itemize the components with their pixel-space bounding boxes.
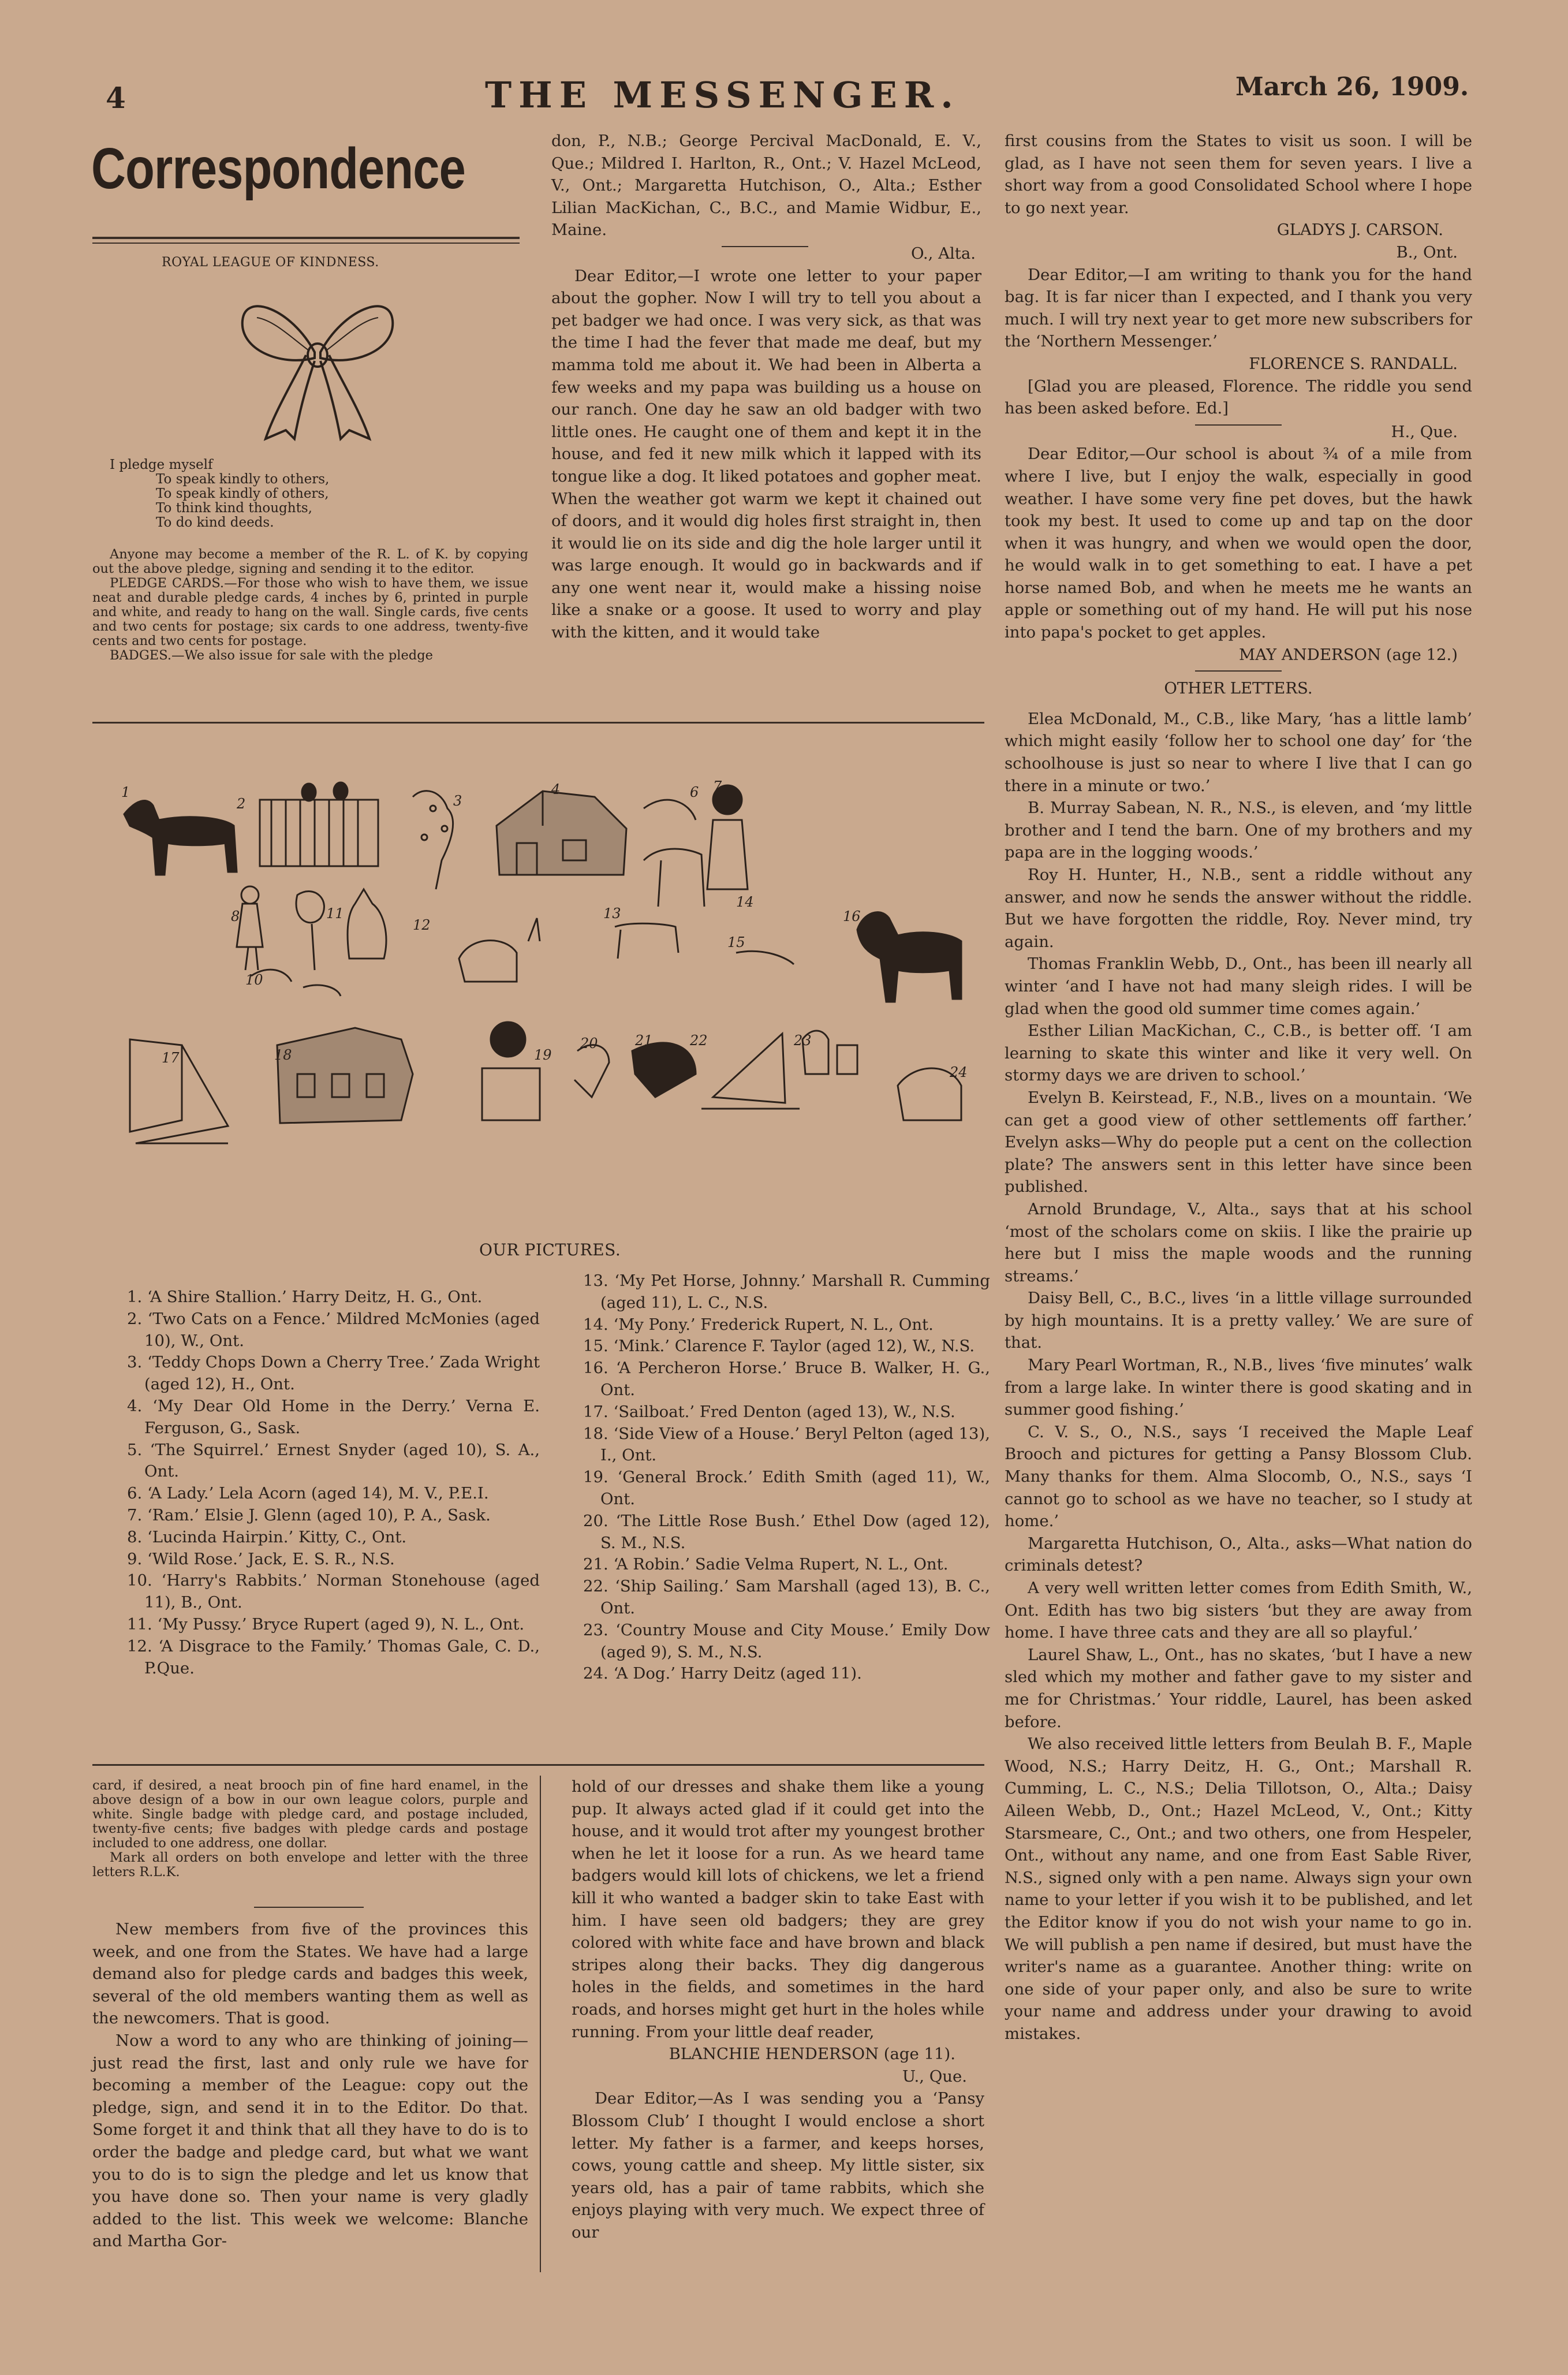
other-letter: Thomas Franklin Webb, D., Ont., has been ill nearly all winter ‘and I have not had many sleigh rides. I will be glad when the good old summer time comes again.’ [1005, 955, 1472, 1018]
column-2-top [551, 130, 981, 644]
general-brock-drawing [491, 1022, 525, 1057]
divider [1195, 424, 1282, 426]
other-letter: Evelyn B. Keirstead, F., N.B., lives on a mountain. ‘We can get a good view of other settlements off farther.’ Evelyn asks—Why do people put a cent on the collection plate? The answers sent in this letter have since been published. [1005, 1088, 1472, 1196]
ship-drawing [701, 1034, 800, 1109]
picture-caption: 14. ‘My Pony.’ Frederick Rupert, N. L., Ont. [583, 1315, 934, 1334]
picture-caption: 11. ‘My Pussy.’ Bryce Rupert (aged 9), N. L., Ont. [127, 1615, 525, 1634]
percheron-drawing [857, 912, 961, 1002]
other-letter: Margaretta Hutchison, O., Alta., asks—What nation do criminals detest? [1005, 1534, 1472, 1575]
pledge-line: I pledge myself [110, 457, 213, 472]
badges-continued [92, 1779, 528, 1880]
picture-number: 8 [231, 908, 240, 924]
other-letter: C. V. S., O., N.S., says ‘I received the Maple Leaf Brooch and pictures for getting a Pansy Blossom Club. Many thanks for them. Alma Slocomb, O., N.S., says ‘I cannot go to school as we have no teacher, so I study at home.’ [1005, 1422, 1472, 1531]
badges-text: BADGES.—We also issue for sale with the pledge [110, 648, 433, 663]
picture-number: 17 [162, 1050, 180, 1066]
picture-number: 16 [843, 908, 861, 924]
member-names: don, P., N.B.; George Percival MacDonald, E. V., Que.; Mildred I. Harlton, R., Ont.; V. Hazel McLeod, V., Ont.; Margaretta Hutchison, O., Alta.; Esther Lilian MacKichan, C., B.C., and Mamie Widbur, E., Maine. [551, 132, 981, 240]
picture-number: 22 [690, 1032, 708, 1049]
picture-caption: 16. ‘A Percheron Horse.’ Bruce B. Walker, H. G., Ont. [583, 1359, 990, 1399]
picture-caption: 17. ‘Sailboat.’ Fred Denton (aged 13), W., N.S. [583, 1402, 955, 1421]
pledge-cards-text: PLEDGE CARDS.—For those who wish to have them, we issue neat and durable pledge cards, 4 inches by 6, printed in purple and white, and ready to hang on the wall. Single cards, five cents and two cents for postage; six cards to one address, twenty-five cents and two cents for postage. [92, 576, 528, 648]
picture-caption: 5. ‘The Squirrel.’ Ernest Snyder (aged 10), S. A., Ont. [127, 1440, 540, 1481]
pledge-line: To do kind deeds. [156, 515, 274, 530]
cat-drawing [348, 889, 386, 959]
mink-drawing [736, 951, 794, 964]
masthead: THE MESSENGER. [485, 74, 960, 116]
rabbits-drawing [251, 970, 341, 996]
picture-caption: 9. ‘Wild Rose.’ Jack, E. S. R., N.S. [127, 1549, 395, 1568]
title-rule-top [92, 237, 520, 239]
other-letter: Laurel Shaw, L., Ont., has no skates, ‘but I have a new sled which my mother and father gave to my sister and me for Christmas.’ Your riddle, Laurel, has been asked before. [1005, 1645, 1472, 1731]
editor-note: [Glad you are pleased, Florence. The riddle you send has been asked before. Ed.] [1005, 376, 1472, 418]
section-rule-bottom [92, 1764, 984, 1766]
picture-number: 15 [727, 934, 745, 950]
picture-caption: 21. ‘A Robin.’ Sadie Velma Rupert, N. L., Ont. [583, 1555, 949, 1574]
picture-caption: 6. ‘A Lady.’ Lela Acorn (aged 14), M. V., P.E.I. [127, 1484, 489, 1503]
picture-caption: 10. ‘Harry's Rabbits.’ Norman Stonehouse (aged 11), B., Ont. [127, 1571, 540, 1612]
section-rule-top [92, 722, 984, 724]
picture-number: 1 [121, 784, 130, 800]
letter-text: Dear Editor,—I am writing to thank you for the hand bag. It is far nicer than I expected, and I thank you very much. I will try next year to get more new subscribers for the ‘Northern Messenger.’ [1005, 265, 1472, 351]
dog-drawing [459, 941, 517, 982]
picture-caption: 12. ‘A Disgrace to the Family.’ Thomas Gale, C. D., P.Que. [127, 1636, 540, 1677]
league-info [92, 547, 528, 663]
picture-caption: 4. ‘My Dear Old Home in the Derry.’ Verna E. Ferguson, G., Sask. [127, 1396, 540, 1437]
divider [722, 246, 808, 247]
picture-caption: 3. ‘Teddy Chops Down a Cherry Tree.’ Zada Wright (aged 12), H., Ont. [127, 1353, 540, 1394]
letter-text: Dear Editor,—Our school is about ¾ of a mile from where I live, but I enjoy the walk, especially in good weather. I have some very fine pet doves, but the hawk took my best. It used to come up and tap on the door when it was hungry, and when we would open the door, he would walk in to get something to eat. I have a pet horse named Bob, and when he meets me he wants an apple or something out of my hand. He will put his nose into papa's pocket to get apples. [1005, 445, 1472, 642]
other-letter: Daisy Bell, C., B.C., lives ‘in a little village surrounded by high mountains. It is a pretty valley.’ We are sure of that. [1005, 1289, 1472, 1352]
pledge [110, 458, 525, 530]
other-letter: A very well written letter comes from Edith Smith, W., Ont. Edith has two big sisters ‘but they are away from home. I have three cats and they are all so playful.’ [1005, 1579, 1472, 1642]
column-3 [1005, 130, 1472, 2045]
picture-caption: 8. ‘Lucinda Hairpin.’ Kitty, C., Ont. [127, 1527, 407, 1546]
new-members-text: New members from five of the provinces this week, and one from the States. We have had a large demand also for pledge cards and badges this week, several of the old members wanting them as well as the newcomers. That is good. [92, 1920, 528, 2028]
mark-orders-text: Mark all orders on both envelope and letter with the three letters R.L.K. [92, 1850, 528, 1880]
girl-drawing [237, 904, 263, 970]
divider [1195, 670, 1282, 672]
rose-bush-drawing [574, 1045, 609, 1097]
letter-text: Dear Editor,—I wrote one letter to your paper about the gopher. Now I will try to tell you about a pet badger we had once. I was very sick, as that was the time I had the fever that made me deaf, but my mamma told me about it. We had been in Alberta a few weeks and my papa was building us a house on our ranch. One day he saw an old badger with two little ones. He caught one of them and kept it in the house, and fed it new milk which it lapped with its tongue like a dog. It liked potatoes and gopher meat. When the weather got warm we kept it chained out of doors, and it would dig holes first straight in, then it would lie on its side and dig the hole larger until it was large enough. It would go in backwards and if any one went near it, would make a hissing noise like a snake or a goose. It used to worry and play with the kitten, and it would take [551, 266, 981, 642]
post-drawing [528, 918, 540, 941]
picture-number: 19 [534, 1047, 552, 1063]
picture-number: 13 [603, 905, 621, 922]
pony-drawing [615, 923, 678, 959]
letter-text: Dear Editor,—As I was sending you a ‘Pansy Blossom Club’ I thought I would enclose a short letter. My father is a farmer, and keeps horses, cows, young cattle and sheep. My little sister, six years old, has a pair of tame rabbits, which she enjoys playing with very much. We expect three of our [572, 2089, 984, 2242]
picture-caption: 22. ‘Ship Sailing.’ Sam Marshall (aged 13), B. C., Ont. [583, 1577, 990, 1617]
picture-number: 4 [551, 781, 561, 797]
picture-number: 3 [453, 793, 462, 809]
other-letter: B. Murray Sabean, N. R., N.S., is eleven, and ‘my little brother and I tend the barn. One of my brothers and my papa are in the logging woods.’ [1005, 799, 1472, 862]
letter-place: B., Ont. [1396, 243, 1458, 262]
other-letter: Arnold Brundage, V., Alta., says that at his school ‘most of the scholars come on skiis. I like the prairie up here but I miss the maple woods and the running streams.’ [1005, 1199, 1472, 1285]
bow-icon [234, 286, 401, 442]
picture-number: 20 [580, 1035, 598, 1052]
picture-number: 10 [245, 972, 263, 988]
ram-drawing [644, 849, 704, 907]
section-title: Correspondence [91, 136, 465, 201]
fence-drawing [260, 782, 378, 866]
horse-drawing [124, 801, 237, 875]
other-letter: Mary Pearl Wortman, R., N.B., lives ‘five minutes’ walk from a large lake. In winter there is good skating and in summer good fishing.’ [1005, 1356, 1472, 1419]
picture-caption: 20. ‘The Little Rose Bush.’ Ethel Dow (aged 12), S. M., N.S. [583, 1511, 990, 1552]
letter-text: first cousins from the States to visit us soon. I will be glad, as I have not seen them for seven years. I live a short way from a good Consolidated School where I hope to go next year. [1005, 132, 1472, 217]
lady-drawing [707, 785, 748, 889]
picture-caption: 23. ‘Country Mouse and City Mouse.’ Emily Dow (aged 9), S. M., N.S. [583, 1620, 990, 1661]
picture-number: 2 [237, 796, 246, 812]
letter-place: U., Que. [902, 2067, 967, 2086]
column-separator [540, 1776, 541, 2272]
picture-caption: 18. ‘Side View of a House.’ Beryl Pelton (aged 13), I., Ont. [583, 1424, 990, 1465]
title-rule-bottom [92, 243, 520, 244]
joining-text: Now a word to any who are thinking of joining—just read the first, last and only rule we have for becoming a member of the League: copy out the pledge, sign, and send it in to the Editor. Do that. Some forget it and think that all they have to do is to order the badge and pledge card, but what we want you to do is to sign the pledge and let us know that you have done so. Then your name is very gladly added to the list. This week we welcome: Blanche and Martha Gor- [92, 2031, 528, 2251]
other-letter: Elea McDonald, M., C.B., like Mary, ‘has a little lamb’ which might easily ‘follow her to school one day’ for ‘the schoolhouse is just so near to where I live that I can go there in a minute or two.’ [1005, 709, 1472, 795]
other-letter: Roy H. Hunter, H., N.B., sent a riddle without any answer, and now he sends the answer without the riddle. But we have forgotten the riddle, Roy. Never mind, try again. [1005, 866, 1472, 951]
letter-text: hold of our dresses and shake them like a young pup. It always acted glad if it could get into the house, and it would trot after my youngest brother when he let it loose for a run. As we heard tame badgers would kill lots of chickens, we let a friend kill it who wanted a badger skin to take East with him. I have seen old badgers; they are grey colored with white face and have brown and black stripes along their backs. They dig dangerous holes in the fields, and sometimes in the hard roads, and horses might get hurt in the holes while running. From your little deaf reader, [572, 1777, 984, 2041]
picture-caption: 19. ‘General Brock.’ Edith Smith (aged 11), W., Ont. [583, 1468, 990, 1508]
robin-drawing [632, 1043, 696, 1097]
picture-captions-right [583, 1270, 990, 1685]
picture-caption: 13. ‘My Pet Horse, Johnny.’ Marshall R. Cumming (aged 11), L. C., N.S. [583, 1272, 990, 1312]
picture-number: 12 [413, 917, 431, 933]
letter-place: O., Alta. [910, 244, 976, 263]
signature: MAY ANDERSON (age 12.) [1239, 645, 1458, 664]
picture-number: 18 [274, 1047, 292, 1063]
membership-text: Anyone may become a member of the R. L. of K. by copying out the above pledge, signing and sending it to the editor. [92, 547, 528, 576]
picture-caption: 15. ‘Mink.’ Clarence F. Taylor (aged 12), W., N.S. [583, 1337, 975, 1356]
picture-number: 11 [326, 905, 344, 922]
picture-number: 21 [635, 1032, 653, 1049]
picture-caption: 1. ‘A Shire Stallion.’ Harry Deitz, H. G., Ont. [127, 1288, 483, 1306]
picture-caption: 7. ‘Ram.’ Elsie J. Glenn (aged 10), P. A., Sask. [127, 1505, 491, 1524]
pictures-title: OUR PICTURES. [479, 1240, 621, 1259]
picture-number: 7 [713, 778, 722, 795]
picture-number: 6 [690, 784, 699, 800]
old-home-drawing [496, 791, 626, 875]
pledge-line: To speak kindly to others, [156, 472, 330, 487]
picture-captions-left [127, 1287, 540, 1679]
signature: FLORENCE S. RANDALL. [1249, 354, 1458, 373]
pledge-line: To think kind thoughts, [156, 501, 312, 516]
pledge-line: To speak kindly of others, [156, 486, 329, 501]
column-1-bottom [92, 1918, 528, 2253]
cherry-tree-drawing [413, 791, 453, 889]
girl-head-drawing [241, 886, 259, 904]
other-letter: Esther Lilian MacKichan, C., C.B., is better off. ‘I am learning to skate this winter and like it very well. On stormy days we are driven to school.’ [1005, 1021, 1472, 1085]
letter-place: H., Que. [1391, 422, 1458, 441]
squirrel-drawing [644, 800, 696, 820]
signature: GLADYS J. CARSON. [1276, 221, 1443, 240]
other-letters-title: OTHER LETTERS. [1164, 679, 1313, 698]
picture-caption: 2. ‘Two Cats on a Fence.’ Mildred McMonies (aged 10), W., Ont. [127, 1309, 540, 1350]
column-2-bottom [572, 1776, 984, 2243]
issue-date: March 26, 1909. [1235, 72, 1469, 102]
picture-number: 23 [794, 1032, 812, 1049]
other-letter: We also received little letters from Beulah B. F., Maple Wood, N.S.; Harry Deitz, H. G., Ont.; Marshall R. Cumming, L. C., N.S.; Delia Tillotson, O., Alta.; Daisy Aileen Webb, D., Ont.; Hazel McLeod, V., Ont.; Kitty Starsmeare, C., Ont.; and two others, one from Hespeler, Ont., without any name, and one from East Sable River, N.S., signed only with a pen name. Always sign your own name to your letter if you wish it to be published, and let the Editor know if you do not wish your name to go in. We will publish a pen name if desired, but must have the writer's name as a guarantee. Another thing: write on one side of your paper only, and also be sure to write your name and address under your drawing to avoid mistakes. [1005, 1735, 1472, 2043]
badges-text: card, if desired, a neat brooch pin of fine hard enamel, in the above design of a bow in our own league colors, purple and white. Single badge with pledge card, and postage included, twenty-five cents; five badges with pledge cards and postage included to one address, one dollar. [92, 1778, 528, 1851]
divider [254, 1907, 364, 1908]
picture-number: 14 [736, 894, 754, 910]
league-title: ROYAL LEAGUE OF KINDNESS. [162, 255, 379, 270]
wild-rose-drawing [296, 892, 324, 970]
page-number: 4 [106, 81, 126, 115]
signature: BLANCHIE HENDERSON (age 11). [669, 2045, 955, 2064]
picture-number: 24 [950, 1064, 968, 1080]
picture-caption: 24. ‘A Dog.’ Harry Deitz (aged 11). [583, 1664, 862, 1683]
children-drawings-illustration [113, 774, 984, 1178]
